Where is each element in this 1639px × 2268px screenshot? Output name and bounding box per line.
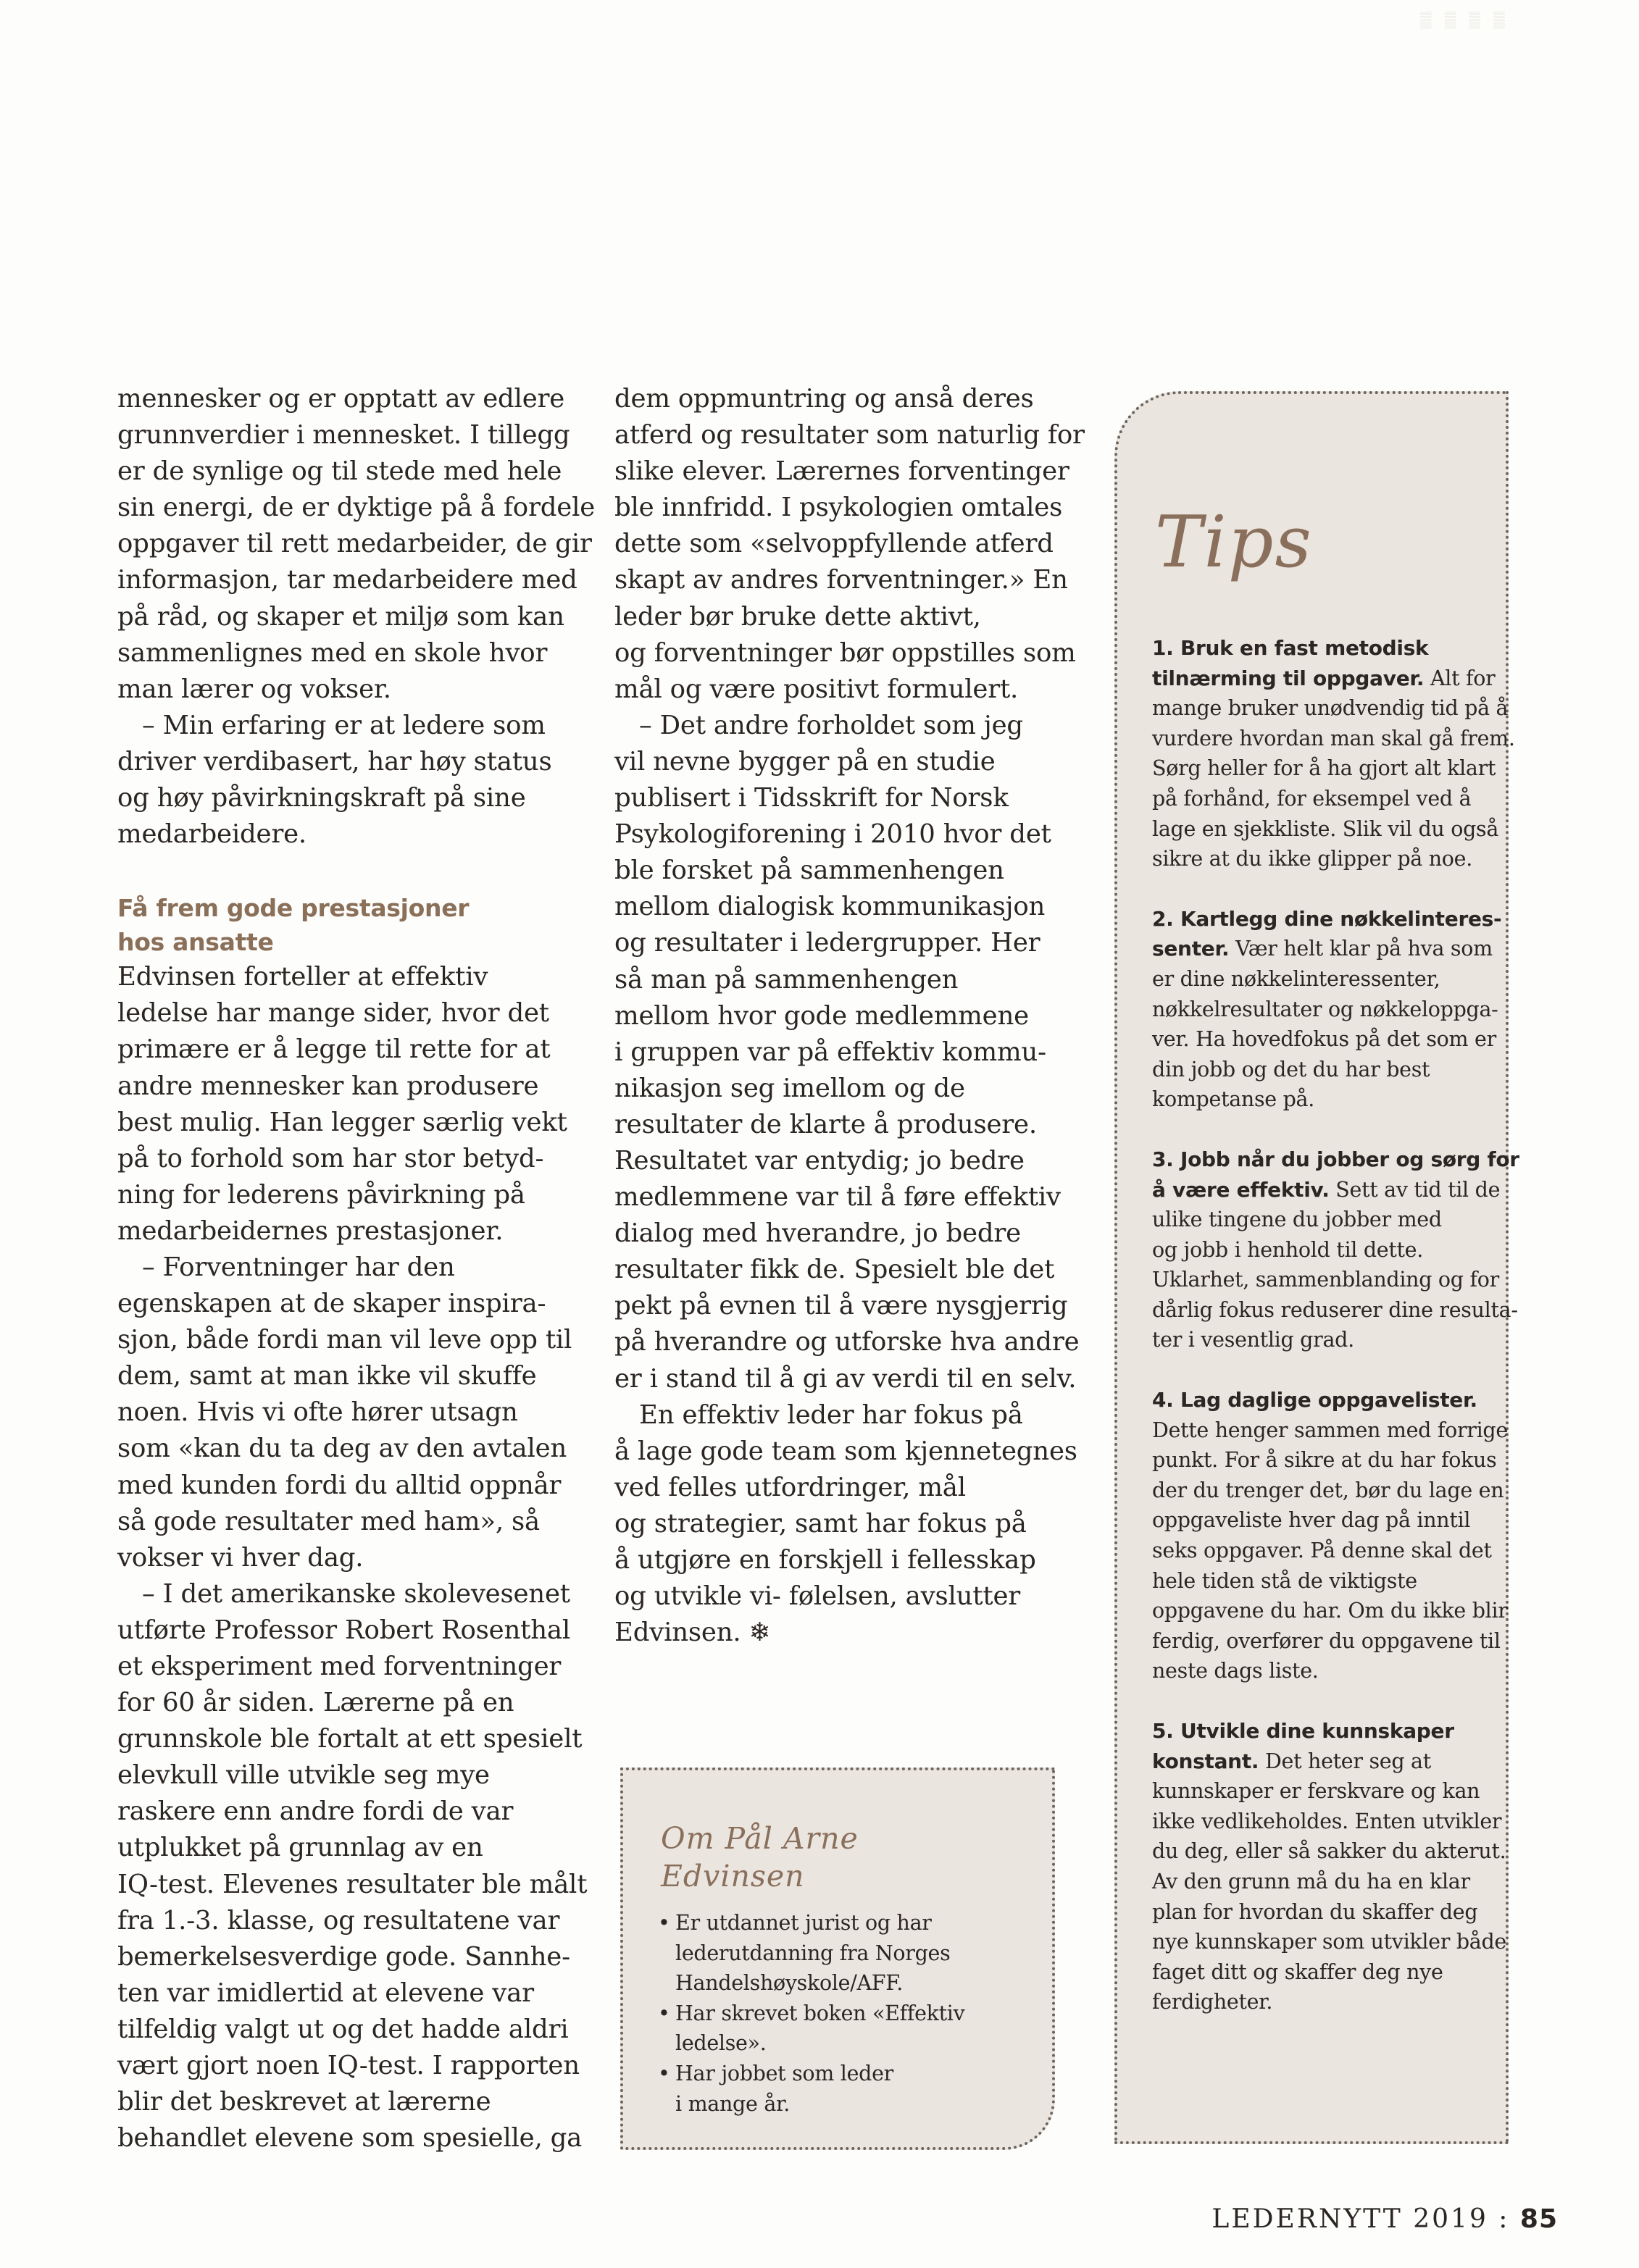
text-line: ning for lederens påvirkning på: [117, 1179, 525, 1210]
text-line: og utvikle vi- følelsen, avslutter: [614, 1581, 1021, 1612]
text-line: • Er utdannet jurist og har: [675, 1911, 932, 1935]
text-line: medlemmene var til å føre effektiv: [614, 1182, 1061, 1213]
text-line: slike elever. Lærernes forventinger: [614, 456, 1069, 487]
text-line: Edvinsen. ❄: [614, 1618, 771, 1648]
author-facts-list: [658, 1908, 1042, 2119]
text-line: publisert i Tidsskrift for Norsk: [614, 783, 1009, 813]
text-line: og strategier, samt har fokus på: [614, 1508, 1027, 1539]
text-line: Om Pål Arne: [661, 1821, 859, 1856]
text-line: å lage gode team som kjennetegnes: [614, 1436, 1077, 1466]
text-line: ble innfridd. I psykologien omtales: [614, 493, 1063, 523]
text-line: lederutdanning fra Norges: [675, 1941, 951, 1965]
text-line: dialog med hverandre, jo bedre: [614, 1218, 1021, 1249]
text-line: og resultater i ledergrupper. Her: [614, 928, 1040, 958]
tip-text: din jobb og det du har best: [1152, 1057, 1430, 1081]
col1-block2: [117, 708, 588, 853]
text-line: atferd og resultater som naturlig for: [614, 420, 1085, 451]
tip-text: kompetanse på.: [1152, 1087, 1315, 1112]
tip-text: lage en sjekkliste. Slik vil du også: [1152, 816, 1499, 841]
col1-block5: [117, 1576, 588, 2157]
tip-line: [1152, 1175, 1500, 1205]
text-line: vokser vi hver dag.: [117, 1542, 364, 1573]
tip-text: vurdere hvordan man skal gå frem.: [1152, 726, 1515, 750]
text-line: mål og være positivt formulert.: [614, 674, 1019, 704]
tip-text: Alt for: [1424, 666, 1496, 690]
tip-line: [1152, 1716, 1500, 1746]
tip-text: ikke vedlikeholdes. Enten utvikler: [1152, 1809, 1502, 1833]
text-line: IQ-test. Elevenes resultater ble målt: [117, 1869, 588, 1899]
tip-text: hele tiden stå de viktigste: [1152, 1568, 1417, 1593]
tip-item: [1152, 1145, 1519, 1355]
text-line: ledelse».: [675, 2031, 767, 2056]
tip-heading: konstant.: [1152, 1749, 1259, 1773]
text-line: sammenlignes med en skole hvor: [117, 637, 548, 668]
text-line: å utgjøre en forskjell i fellesskap: [614, 1545, 1036, 1575]
text-line: elevkull ville utvikle seg mye: [117, 1760, 490, 1791]
tip-heading: å være effektiv.: [1152, 1177, 1330, 1202]
text-line: bemerkelsesverdige gode. Sannhe-: [117, 1941, 570, 1972]
col1-block3: [117, 959, 588, 1250]
text-line: og forventninger bør oppstilles som: [614, 637, 1076, 668]
tip-heading: 4. Lag daglige oppgavelister.: [1152, 1388, 1477, 1413]
text-line: Psykologiforening i 2010 hvor det: [614, 819, 1051, 850]
tip-heading: 1. Bruk en fast metodisk: [1152, 636, 1429, 660]
text-line: driver verdibasert, har høy status: [117, 746, 552, 777]
text-line: • Har skrevet boken «Effektiv: [675, 2001, 965, 2025]
text-line: så gode resultater med ham», så: [117, 1506, 540, 1536]
author-fact-item: [658, 1908, 1042, 1999]
body-column-2: [614, 381, 1085, 1651]
tip-text: plan for hvordan du skaffer deg: [1152, 1899, 1478, 1924]
tip-text: Dette henger sammen med forrige: [1152, 1418, 1508, 1442]
text-line: resultater fikk de. Spesielt ble det: [614, 1255, 1055, 1285]
author-box-title: [661, 1820, 859, 1895]
tip-text: på forhånd, for eksempel ved å: [1152, 786, 1472, 811]
text-line: vært gjort noen IQ-test. I rapporten: [117, 2051, 580, 2081]
text-line: man lærer og vokser.: [117, 674, 391, 704]
text-line: ledelse har mange sider, hvor det: [117, 998, 549, 1029]
tip-heading: tilnærming til oppgaver.: [1152, 666, 1425, 690]
tip-heading: 2. Kartlegg dine nøkkelinteres-: [1152, 906, 1502, 931]
body-column-1: [117, 381, 596, 2156]
tip-text: ulike tingene du jobber med: [1152, 1208, 1442, 1232]
text-line: noen. Hvis vi ofte hører utsagn: [117, 1397, 518, 1428]
text-line: – I det amerikanske skolevesenet: [142, 1578, 570, 1609]
text-line: sin energi, de er dyktige på å fordele: [117, 493, 596, 523]
text-line: på to forhold som har stor betyd-: [117, 1143, 544, 1173]
text-line: ved felles utfordringer, mål: [614, 1472, 966, 1502]
tip-line: [1152, 904, 1500, 934]
tip-text: ter i vesentlig grad.: [1152, 1328, 1354, 1352]
tips-list: [1152, 633, 1519, 2047]
text-line: blir det beskrevet at lærerne: [117, 2087, 491, 2117]
text-line: dette som «selvoppfyllende atferd: [614, 529, 1054, 559]
tip-line: [1152, 934, 1500, 964]
text-line: tilfeldig valgt ut og det hadde aldri: [117, 2014, 569, 2044]
text-line: pekt på evnen til å være nysgjerrig: [614, 1291, 1068, 1321]
tip-item: [1152, 1385, 1508, 1686]
tip-heading: 3. Jobb når du jobber og sørg for: [1152, 1147, 1519, 1171]
text-line: medarbeidere.: [117, 819, 307, 850]
text-line: utførte Professor Robert Rosenthal: [117, 1615, 571, 1645]
text-line: Edvinsen: [661, 1859, 805, 1894]
text-line: er de synlige og til stede med hele: [117, 456, 562, 487]
text-line: egenskapen at de skaper inspira-: [117, 1289, 546, 1319]
text-line: og høy påvirkningskraft på sine: [117, 783, 526, 813]
text-line: Handelshøyskole/AFF.: [675, 1971, 904, 1996]
tip-text: oppgaveliste hver dag på inntil: [1152, 1508, 1471, 1533]
tip-text: mange bruker unødvendig tid på å: [1152, 696, 1509, 721]
tip-text: Av den grunn må du ha en klar: [1152, 1869, 1470, 1894]
text-line: – Min erfaring er at ledere som: [142, 710, 546, 740]
author-info-box: [620, 1767, 1055, 2150]
tip-line: [1152, 1145, 1519, 1175]
text-line: oppgaver til rett medarbeider, de gir: [117, 529, 592, 559]
text-line: ten var imidlertid at elevene var: [117, 1978, 534, 2008]
text-line: Resultatet var entydig; jo bedre: [614, 1145, 1025, 1176]
tips-title: Tips: [1155, 501, 1313, 584]
tips-sidebar: [1114, 391, 1519, 2144]
tip-text: der du trenger det, bør du lage en: [1152, 1478, 1504, 1502]
text-line: så man på sammenhengen: [614, 964, 959, 995]
text-line: raskere enn andre fordi de var: [117, 1796, 514, 1827]
text-line: dem oppmuntring og anså deres: [614, 384, 1034, 414]
col2-block1: [614, 381, 1085, 708]
tip-line: [1152, 1746, 1500, 1777]
text-line: primære er å legge til rette for at: [117, 1034, 551, 1065]
text-line: på hverandre og utforske hva andre: [614, 1327, 1080, 1357]
text-line: skapt av andres forventninger.» En: [614, 565, 1068, 595]
tip-heading: senter.: [1152, 937, 1230, 961]
text-line: best mulig. Han legger særlig vekt: [117, 1107, 567, 1137]
tip-text: neste dags liste.: [1152, 1659, 1319, 1683]
text-line: mennesker og er opptatt av edlere: [117, 384, 565, 414]
text-line: som «kan du ta deg av den avtalen: [117, 1434, 567, 1464]
text-line: informasjon, tar medarbeidere med: [117, 565, 577, 595]
text-line: nikasjon seg imellom og de: [614, 1073, 965, 1103]
text-line: fra 1.-3. klasse, og resultatene var: [117, 1905, 560, 1936]
text-line: – Det andre forholdet som jeg: [639, 710, 1023, 740]
tip-item: [1152, 633, 1515, 874]
tip-text: sikre at du ikke glipper på noe.: [1152, 847, 1472, 871]
tip-item: [1152, 904, 1500, 1115]
col2-block2: [614, 708, 1078, 1397]
text-line: resultater de klarte å produsere.: [614, 1109, 1037, 1139]
tip-text: er dine nøkkelinteressenter,: [1152, 966, 1440, 991]
tip-text: faget ditt og skaffer deg nye: [1152, 1959, 1443, 1984]
page-number: 85: [1519, 2204, 1558, 2234]
author-fact-item: [658, 1999, 1042, 2059]
tip-text: Sørg heller for å ha gjort alt klart: [1152, 756, 1496, 781]
publication-name: LEDERNYTT 2019 :: [1211, 2204, 1510, 2234]
tip-text: ferdigheter.: [1152, 1990, 1273, 2014]
text-line: med kunden fordi du alltid oppnår: [117, 1470, 562, 1500]
tip-text: Uklarhet, sammenblanding og for: [1152, 1268, 1499, 1292]
tip-line: [1152, 1385, 1500, 1415]
author-fact-item: [658, 2059, 1042, 2119]
text-line: leder bør bruke dette aktivt,: [614, 601, 981, 632]
text-line: vil nevne bygger på en studie: [614, 746, 996, 777]
tip-text: nye kunnskaper som utvikler både: [1152, 1930, 1506, 1954]
text-line: et eksperiment med forventninger: [117, 1652, 562, 1681]
scan-corner-mark: ▒ ▒ ▒ ▒: [1420, 10, 1509, 28]
tip-text: seks oppgaver. På denne skal det: [1152, 1539, 1492, 1563]
text-line: ble forsket på sammenhengen: [614, 855, 1004, 886]
tip-line: [1152, 633, 1500, 664]
tip-text: punkt. For å sikre at du har fokus: [1152, 1448, 1497, 1473]
text-line: utplukket på grunnlag av en: [117, 1833, 483, 1863]
text-line: medarbeidernes prestasjoner.: [117, 1215, 504, 1246]
tip-text: kunnskaper er ferskvare og kan: [1152, 1779, 1480, 1804]
tip-text: Vær helt klar på hva som: [1229, 937, 1493, 961]
text-line: i mange år.: [675, 2091, 790, 2116]
tip-text: og jobb i henhold til dette.: [1152, 1237, 1423, 1262]
text-line: grunnverdier i mennesket. I tillegg: [117, 420, 570, 451]
text-line: er i stand til å gi av verdi til en selv.: [614, 1363, 1077, 1394]
tip-line: [1152, 664, 1500, 694]
text-line: dem, samt at man ikke vil skuffe: [117, 1361, 537, 1392]
tip-text: dårlig fokus reduserer dine resulta-: [1152, 1297, 1518, 1322]
text-line: Edvinsen forteller at effektiv: [117, 962, 488, 992]
text-line: Få frem gode prestasjoner: [117, 894, 470, 923]
text-line: sjon, både fordi man vil leve opp til: [117, 1325, 572, 1355]
text-line: • Har jobbet som leder: [675, 2061, 893, 2085]
text-line: i gruppen var på effektiv kommu-: [614, 1037, 1046, 1067]
section-subheading: [117, 891, 588, 959]
page-footer: [1211, 2204, 1558, 2234]
text-line: behandlet elevene som spesielle, ga: [117, 2123, 583, 2154]
tip-text: nøkkelresultater og nøkkeloppga-: [1152, 997, 1498, 1021]
tip-text: du deg, eller så sakker du akterut.: [1152, 1839, 1506, 1864]
tip-item: [1152, 1716, 1506, 2017]
text-line: andre mennesker kan produsere: [117, 1071, 539, 1101]
text-line: for 60 år siden. Lærerne på en: [117, 1688, 514, 1718]
text-line: – Forventninger har den: [142, 1252, 455, 1282]
text-line: En effektiv leder har fokus på: [639, 1399, 1023, 1430]
tip-text: oppgavene du har. Om du ikke blir: [1152, 1599, 1508, 1623]
tip-text: Det heter seg at: [1259, 1749, 1431, 1773]
tip-text: ferdig, overfører du oppgavene til: [1152, 1628, 1501, 1653]
col1-block4: [117, 1250, 588, 1576]
text-line: mellom dialogisk kommunikasjon: [614, 892, 1046, 922]
tip-heading: 5. Utvikle dine kunnskaper: [1152, 1719, 1454, 1743]
col1-block1: [117, 381, 596, 708]
tip-text: Sett av tid til de: [1329, 1177, 1501, 1202]
text-line: mellom hvor gode medlemmene: [614, 1000, 1029, 1031]
col2-block3: [614, 1397, 1078, 1652]
tip-text: ver. Ha hovedfokus på det som er: [1152, 1027, 1496, 1052]
text-line: grunnskole ble fortalt at ett spesielt: [117, 1724, 583, 1754]
text-line: på råd, og skaper et miljø som kan: [117, 601, 564, 632]
text-line: hos ansatte: [117, 928, 274, 957]
